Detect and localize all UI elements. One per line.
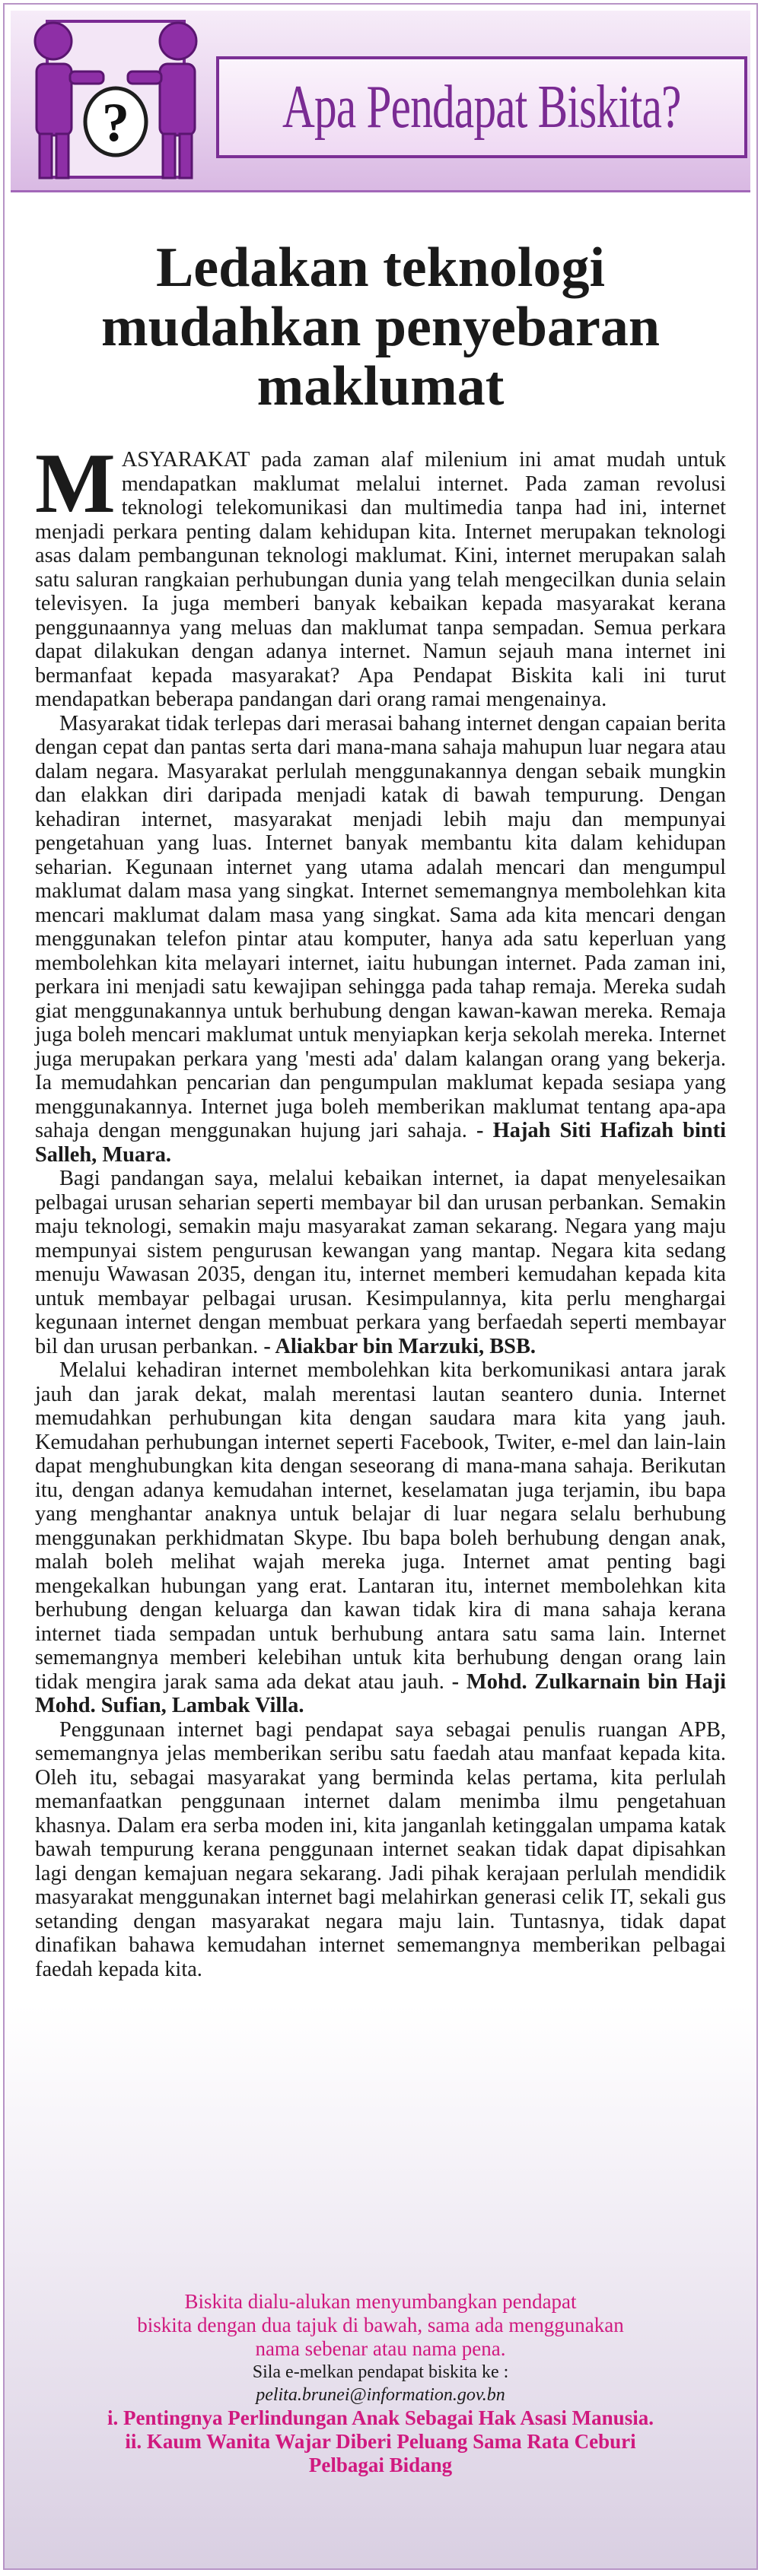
topic-2: ii. Kaum Wanita Wajar Diberi Peluang Sama Rata Ceburi (125, 2430, 636, 2453)
submission-footer (20, 2290, 741, 2477)
drop-cap: M (35, 437, 116, 531)
headline-line: mudahkan penyebaran (100, 296, 661, 358)
paragraph-opinion (35, 712, 726, 1167)
author-credit: - Mohd. Zulkarnain bin Haji Mohd. Sufian, Lambak Villa. (35, 1669, 727, 1717)
column-title-box (216, 56, 747, 158)
headline-line: maklumat (256, 355, 505, 418)
page (3, 3, 758, 2570)
invite-line: nama sebenar atau nama pena. (255, 2337, 506, 2360)
paragraph-text: Penggunaan internet bagi pendapat saya sebagai penulis ruangan APB, sememangnya jelas memberikan seribu satu faedah atau manfaat kepada kita. Oleh itu, sebagai masyarakat yang berminda kelas pertama, kita perlulah memanfaatkan penggunaan internet dalam menimba ilmu pengetahuan khasnya. Dalam era serba moden ini, kita janganlah ketinggalan umpama katak bawah tempurung kerana penggunaan internet seakan tidak dapat dipisahkan lagi dengan kemajuan negara sekarang. Jadi pihak kerajaan perlulah mendidik masyarakat menggunakan internet bagi melahirkan generasi celik IT, sekali gus setanding dengan masyarakat negara maju lain. Tuntasnya, tidak dapat dinafikan bahawa kemudahan internet sememangnya memberikan pelbagai faedah kepada kita. (35, 1717, 726, 1981)
paragraph-opinion (35, 1167, 726, 1358)
svg-text:?: ? (102, 92, 129, 153)
paragraph-text: Melalui kehadiran internet membolehkan kita berkomunikasi antara jarak jauh dan jarak dekat, malah merentasi lautan seantero dunia. Internet memudahkan perhubungan kita dengan saudara mara kita yang jauh. Kemudahan perhubungan internet seperti Facebook, Twiter, e-mel dan lain-lain dapat menghubungkan kita dengan seseorang di mana-mana sahaja. Berikutan itu, dengan adanya kemudahan internet, keselamatan juga terjamin, ibu bapa yang menghantar anaknya untuk belajar di luar negara selalu berhubung menggunakan perkhidmatan Skype. Ibu bapa boleh berhubung dengan anak, malah boleh melihat wajah mereka juga. Internet amat penting bagi mengekalkan hubungan yang erat. Lantaran itu, internet membolehkan kita berhubung dengan keluarga dan kawan tidak kira di mana sahaja kerana internet tiada sempadan untuk berhubung antara satu sama lain. Internet sememangnya memberi kelebihan untuk kita berhubung dengan orang lain tidak mengira jarak sama ada dekat atau jauh. (35, 1358, 726, 1694)
paragraph-text: Masyarakat tidak terlepas dari merasai bahang internet dengan capaian berita dengan cepat dan pantas serta dari mana-mana sahaja mahupun luar negara atau dalam negara. Masyarakat perlulah menggunakannya dengan sebaik mungkin dan elakkan diri daripada menjadi katak di bawah tempurung. Dengan kehadiran internet, masyarakat menjadi lebih maju dan mempunyai pengetahuan yang luas. Internet banyak membantu kita dalam kehidupan seharian. Kegunaan internet yang utama adalah mencari dan mengumpul maklumat dalam masa yang singkat. Internet sememangnya membolehkan kita mencari maklumat dalam masa yang singkat. Sama ada kita mencari dengan menggunakan telefon pintar atau komputer, hanya ada satu keperluan yang membolehkan kita melayari internet, iaitu hubungan internet. Pada zaman ini, perkara ini menjadi satu kewajipan sehingga pada tahap remaja. Mereka sudah giat menggunakannya untuk berhubung dengan kawan-kawan mereka. Remaja juga boleh mencari maklumat untuk menyiapkan kerja sekolah mereka. Internet juga merupakan perkara yang 'mesti ada' dalam kalangan orang yang bekerja. Ia memudahkan pencarian dan pengumpulan maklumat kepada sesiapa yang menggunakannya. Internet juga boleh memberikan maklumat tentang apa-apa sahaja dengan menggunakan hujung jari sahaja. (35, 711, 726, 1142)
headline (27, 238, 734, 416)
paragraph-intro (35, 437, 726, 712)
paragraph-text: pada zaman alaf milenium ini amat mudah untuk mendapatkan maklumat melalui internet. Pada zaman revolusi teknologi telekomunikasi dan multimedia tanpa had ini, internet menjadi perkara penting dalam kehidupan kita. Internet merupakan teknologi asas dalam pembangunan teknologi maklumat. Kini, internet merupakan salah satu saluran rangkaian perhubungan dunia yang telah mengecilkan dunia selain televisyen. Ia juga memberi banyak kebaikan kepada masyarakat kerana penggunaannya yang meluas dan maklumat tanpa sempadan. Semua perkara dapat dilakukan dengan adanya internet. Namun sejauh mana internet ini bermanfaat kepada masyarakat? Apa Pendapat Biskita kali ini turut mendapatkan beberapa pandangan dari orang ramai mengenainya. (35, 448, 726, 711)
send-label: Sila e-melkan pendapat biskita ke : (252, 2362, 509, 2382)
paragraph-conclusion (35, 1718, 726, 1982)
column-title: Apa Pendapat Biskita? (282, 74, 681, 141)
people-question-icon (17, 15, 215, 184)
article-body (35, 437, 727, 1981)
author-credit: - Aliakbar bin Marzuki, BSB. (263, 1334, 536, 1358)
email-address[interactable]: pelita.brunei@information.gov.bn (256, 2385, 505, 2405)
invite-line: biskita dengan dua tajuk di bawah, sama ada menggunakan (137, 2314, 624, 2336)
paragraph-text: Bagi pandangan saya, melalui kebaikan internet, ia dapat menyelesaikan pelbagai urusan seharian seperti membayar bil dan urusan perbankan. Semakin maju teknologi, semakin maju masyarakat zaman sekarang. Negara yang maju mempunyai sistem pengurusan kewangan yang mantap. Negara kita sedang menuju Wawasan 2035, dengan itu, internet memberi kemudahan kepada kita untuk membayar pelbagai urusan. Kesimpulannya, kita perlu menghargai kegunaan internet dengan membuat perkara yang berfaedah seperti membayar bil dan urusan perbankan. (35, 1167, 726, 1358)
invite-line: Biskita dialu-alukan menyumbangkan pendapat (184, 2290, 577, 2313)
topic-1: i. Pentingnya Perlindungan Anak Sebagai Hak Asasi Manusia. (107, 2406, 654, 2429)
headline-line: Ledakan teknologi (155, 237, 606, 299)
author-credit: - Hajah Siti Hafizah binti Salleh, Muara. (35, 1119, 726, 1167)
paragraph-opinion (35, 1358, 726, 1718)
topic-2-continued: Pelbagai Bidang (308, 2454, 453, 2476)
lead-word: ASYARAKAT (121, 448, 250, 472)
column-banner (11, 11, 750, 192)
